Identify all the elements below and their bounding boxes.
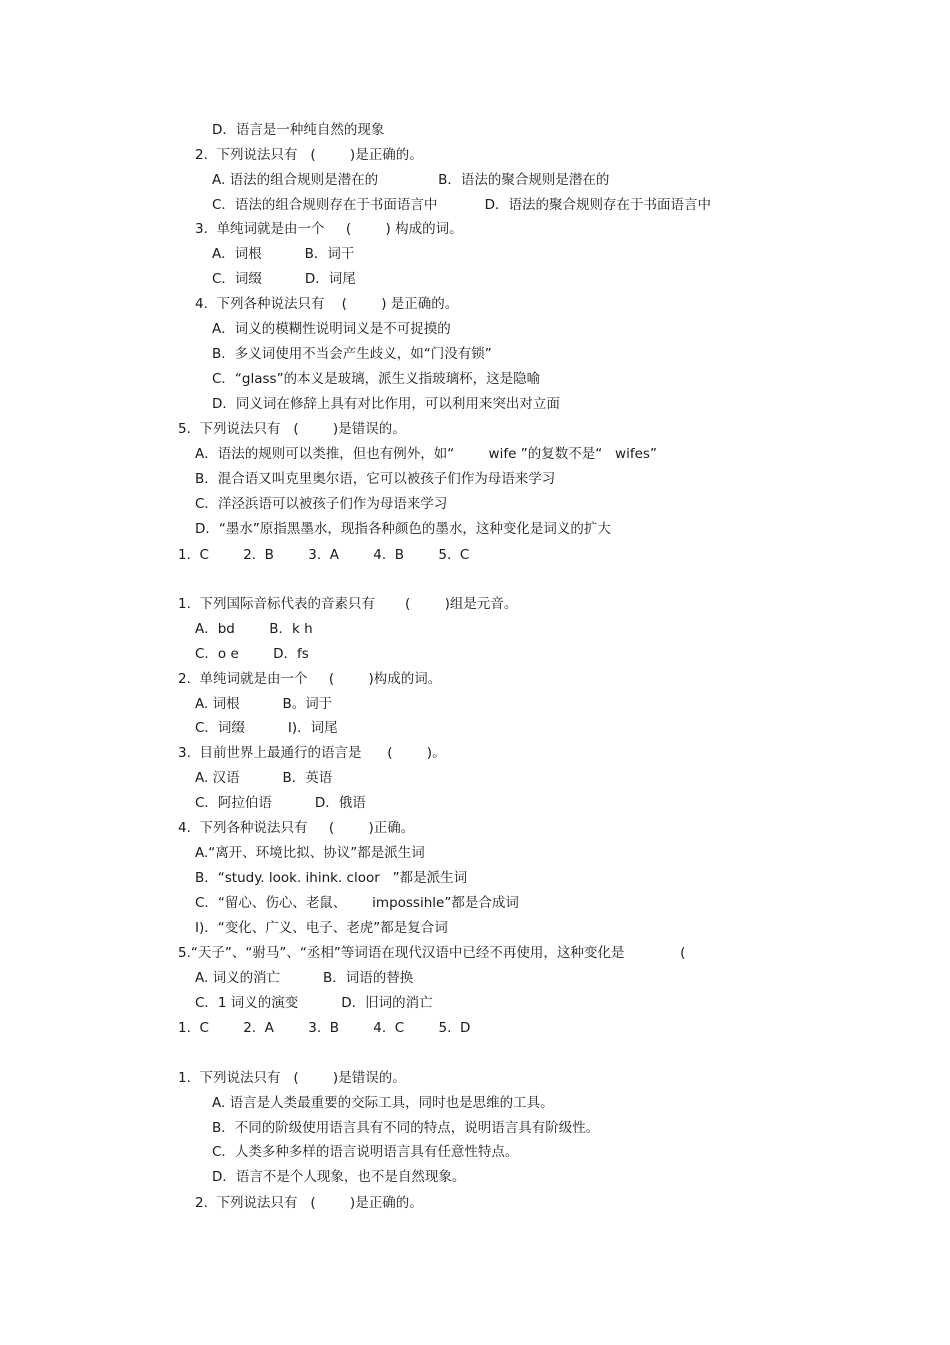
option-b: B．多义词使用不当会产生歧义，如“门没有锁” xyxy=(212,346,492,362)
option-c: C．“glass”的本义是玻璃，派生义指玻璃杯，这是隐喻 xyxy=(212,371,541,387)
option-b: B．混合语又叫克里奥尔语，它可以被孩子们作为母语来学习 xyxy=(195,471,556,487)
question-1: 1. 下列说法只有 ( )是错误的。 xyxy=(178,1070,406,1086)
options-ab: A. 语法的组合规则是潜在的 B．语法的聚合规则是潜在的 xyxy=(212,172,610,188)
options-cd: C．词缀 D．词尾 xyxy=(212,271,356,287)
options-ab: A. 词根 B。词于 xyxy=(195,696,333,712)
option-c: C．“留心、伤心、老鼠、 impossihle”都是合成词 xyxy=(195,895,519,911)
option-b: B．“study. look. ihink. cloor ”都是派生词 xyxy=(195,870,468,886)
options-cd: C．o e D．fs xyxy=(195,646,309,662)
option-b: B．不同的阶级使用语言具有不同的特点，说明语言具有阶级性。 xyxy=(212,1120,600,1136)
question-5: 5.“天子”、“驸马”、“丞相”等词语在现代汉语中已经不再使用，这种变化是 ( xyxy=(178,945,686,961)
question-3: 3. 目前世界上最通行的语言是 ( )。 xyxy=(178,745,446,761)
option-c: C．人类多种多样的语言说明语言具有任意性特点。 xyxy=(212,1144,519,1160)
question-4: 4. 下列各种说法只有 ( ) 是正确的。 xyxy=(195,296,459,312)
options-ab: A．bd B．k h xyxy=(195,621,313,637)
option-c: C．洋泾浜语可以被孩子们作为母语来学习 xyxy=(195,496,448,512)
option-d: D．语言不是个人现象，也不是自然现象。 xyxy=(212,1169,466,1185)
answer-key: 1. C 2. A 3. B 4. C 5. D xyxy=(178,1020,471,1036)
options-ab: A. 汉语 B．英语 xyxy=(195,770,333,786)
options-cd: C．阿拉伯语 D．俄语 xyxy=(195,795,366,811)
question-2: 2. 单纯词就是由一个 ( )构成的词。 xyxy=(178,671,442,687)
option-a: A．语法的规则可以类推，但也有例外，如“ wife ”的复数不是“ wifes” xyxy=(195,446,657,462)
options-cd: C．1 词义的演变 D．旧词的消亡 xyxy=(195,995,433,1011)
options-cd: C．词缀 I)．词尾 xyxy=(195,720,338,736)
question-1: 1. 下列国际音标代表的音素只有 ( )组是元音。 xyxy=(178,596,518,612)
option-d: D．语言是一种纯自然的现象 xyxy=(212,122,385,138)
option-d: D．同义词在修辞上具有对比作用，可以利用来突出对立面 xyxy=(212,396,560,412)
options-ab: A．词根 B．词干 xyxy=(212,246,355,262)
question-3: 3. 单纯词就是由一个 ( ) 构成的词。 xyxy=(195,221,463,237)
option-d: D．“墨水”原指黑墨水，现指各种颜色的墨水，这种变化是词义的扩大 xyxy=(195,521,611,537)
question-2: 2. 下列说法只有 ( )是正确的。 xyxy=(195,147,423,163)
option-a: A. 语言是人类最重要的交际工具，同时也是思维的工具。 xyxy=(212,1095,554,1111)
option-a: A.“离开、环境比拟、协议”都是派生词 xyxy=(195,845,425,861)
question-2: 2. 下列说法只有 ( )是正确的。 xyxy=(195,1195,423,1211)
question-5: 5. 下列说法只有 ( )是错误的。 xyxy=(178,421,406,437)
options-ab: A. 词义的消亡 B．词语的替换 xyxy=(195,970,414,986)
options-cd: C．语法的组合规则存在于书面语言中 D．语法的聚合规则存在于书面语言中 xyxy=(212,197,712,213)
answer-key: 1. C 2. B 3. A 4. B 5. C xyxy=(178,547,470,563)
option-d: I)．“变化、广义、电子、老虎”都是复合词 xyxy=(195,920,448,936)
option-a: A．词义的模糊性说明词义是不可捉摸的 xyxy=(212,321,451,337)
question-4: 4. 下列各种说法只有 ( )正确。 xyxy=(178,820,415,836)
